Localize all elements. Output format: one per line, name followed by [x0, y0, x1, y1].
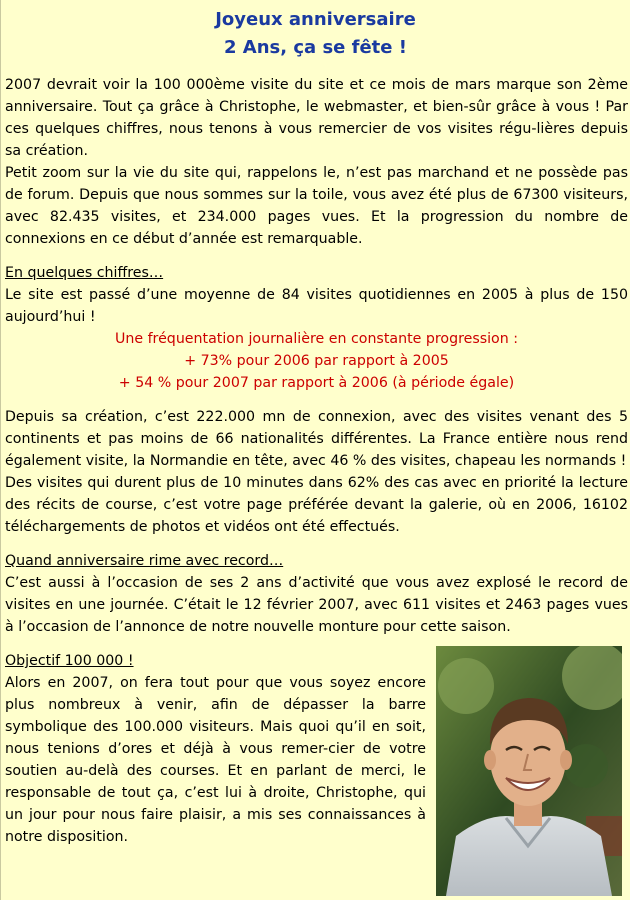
progression-highlight [5, 328, 628, 394]
page-title [1, 0, 630, 62]
highlight-line-1: Une fréquentation journalière en constante progression : [114, 331, 519, 347]
title-line-1: Joyeux anniversaire [215, 9, 416, 30]
intro-paragraph-2: Petit zoom sur la vie du site qui, rappelons le, n’est pas marchand et ne possède pas de forum. Depuis que nous sommes sur la toile, vous avez été plus de 67300 visiteurs, avec 82.435 visites, et 234.000 pages vues. Et la progression du nombre de connexions en ce début d’année est remarquable. [5, 165, 628, 247]
title-line-2: 2 Ans, ça se fête ! [224, 37, 407, 58]
objective-heading: Objectif 100 000 ! [5, 653, 134, 669]
objective-paragraph: Alors en 2007, on fera tout pour que vous soyez encore plus nombreux à venir, afin de dépasser la barre symbolique des 100.000 visiteurs. Mais quoi qu’il en soit, nous tenions d’ores et déjà à vous remer-cier de votre soutien au-delà des courses. Et en parlant de merci, le responsable de tout ça, c’est lui à droite, Christophe, qui un jour pour nous faire plaisir, a mis ses connaissances à notre disposition. [5, 675, 426, 845]
figures-paragraph-2: Depuis sa création, c’est 222.000 mn de connexion, avec des visites venant des 5 continents et pas moins de 66 nationalités différentes. La France entière nous rend également visite, la Normandie en tête, avec 46 % des visites, chapeau les normands ! [5, 409, 628, 469]
record-heading: Quand anniversaire rime avec record… [5, 553, 284, 569]
figures-paragraph-1: Le site est passé d’une moyenne de 84 visites quotidiennes en 2005 à plus de 150 aujourd’hui ! [5, 287, 628, 325]
figures-paragraph-3: Des visites qui durent plus de 10 minutes dans 62% des cas avec en priorité la lecture des récits de course, c’est votre page préférée devant la galerie, où en 2006, 16102 téléchargements de photos et vidéos ont été effectués. [5, 475, 628, 535]
portrait-image [436, 646, 622, 896]
intro-paragraph-1: 2007 devrait voir la 100 000ème visite du site et ce mois de mars marque son 2ème anniversaire. Tout ça grâce à Christophe, le webmaster, et bien-sûr grâce à vous ! Par ces quelques chiffres, nous tenons à vous remercier de vos visites régu-lières depuis sa création. [5, 77, 628, 159]
record-paragraph: C’est aussi à l’occasion de ses 2 ans d’activité que vous avez explosé le record de visites en une journée. C’était le 12 février 2007, avec 611 visites et 2463 pages vues à l’occasion de l’annonce de notre nouvelle monture pour cette saison. [5, 575, 628, 635]
figures-heading: En quelques chiffres… [5, 265, 164, 281]
highlight-line-3: + 54 % pour 2007 par rapport à 2006 (à période égale) [118, 375, 515, 391]
highlight-line-2: + 73% pour 2006 par rapport à 2005 [184, 353, 449, 369]
webmaster-photo [436, 646, 622, 896]
